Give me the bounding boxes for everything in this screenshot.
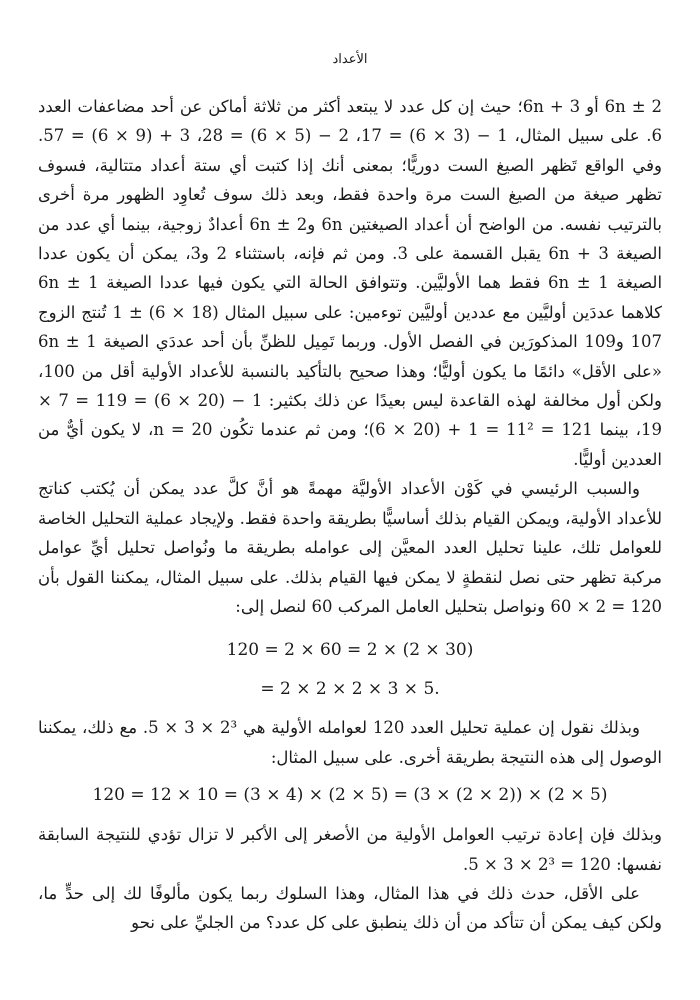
paragraph-5: على الأقل، حدث ذلك في هذا المثال، وهذا السلوك ربما يكون مألوفًا لك إلى حدٍّ ما، ولكن كيف يمكن أن تتأكد من أن ذلك ينطبق على كل عدد؟ من الجليِّ على نحو bbox=[38, 883, 662, 933]
paragraph-3: وبذلك نقول إن عملية تحليل العدد 120 لعوامله الأولية هي 2³ × 3 × 5. مع ذلك، يمكننا الوصول إلى هذه النتيجة بطريقة أخرى. على سبيل المثال: bbox=[38, 718, 662, 767]
running-header: الأعداد bbox=[332, 52, 368, 67]
paragraph-4: وبذلك فإن إعادة ترتيب العوامل الأولية من الأصغر إلى الأكبر لا تزال تؤدي للنتيجة السابقة نفسها: 120 = 2³ × 3 × 5. bbox=[38, 825, 662, 874]
equation-factor-step-2: = 2 × 2 × 2 × 3 × 5. bbox=[260, 679, 440, 700]
paragraph-2: والسبب الرئيسي في كَوْن الأعداد الأوليَّة مهمةً هو أنَّ كلَّ عدد يمكن أن يُكتب كناتج للأعداد الأولية، ويمكن القيام بذلك أساسيًّا بطريقة واحدة فقط. ولإيجاد عملية التحليل الخاصة للعوامل تلك، علينا تحليل العدد المعيَّن إلى عوامله بطريقة ما ونُواصل تحليل أيِّ عوامل مركبة تظهر حتى نصل لنقطةٍ لا يمكن فيها القيام بذلك. على سبيل المثال، يمكننا القول بأن 120 = 2 × 60 ونواصل بتحليل العامل المركب 60 لنصل إلى: bbox=[38, 479, 662, 616]
page-body bbox=[38, 92, 662, 938]
paragraph-1: 6n ± 2 أو 6n + 3؛ حيث إن كل عدد لا يبتعد أكثر من ثلاثة أماكن عن أحد مضاعفات العدد 6. على سبيل المثال، 1 − (3 × 6) = 17، 2 − (5 × 6) = 28، 3 + (9 × 6) = 57. وفي الواقع تَظهر الصيغ الست دوريًّا؛ بمعنى أنك إذا كتبت أي ستة أعداد متتالية، فسوف تظهر صيغة من الصيغ الست مرة واحدة فقط، وبعد ذلك سوف تُعاوِد الظهور مرة أخرى بالترتيب نفسه. من الواضح أن أعداد الصيغتين 6n و6n ± 2 أعدادٌ زوجية، بينما أي عدد من الصيغة 6n + 3 يقبل القسمة على 3. ومن ثم فإنه، باستثناء 2 و3، يمكن أن يكون عددا الصيغة 6n ± 1 فقط هما الأوليَّين. وتتوافق الحالة التي يكون فيها عددا الصيغة 6n ± 1 كلاهما عددَين أوليَّين مع عددين أوليَّين توءمين: على سبيل المثال (18 × 6) ± 1 تُنتج الزوج 107 و109 المذكورَين في الفصل الأول. وربما تَمِيل للظنِّ بأن أحد عددَي الصيغة 6n ± 1 «على الأقل» دائمًا ما يكون أوليًّا؛ وهذا صحيح بالتأكيد بالنسبة للأعداد الأولية أقل من 100، ولكن أول مخالفة لهذه القاعدة ليس بعيدًا عن ذلك بكثير: 1 − (20 × 6) = 119 = 7 × 19، بينما 121 = 11² = 1 + (20 × 6)؛ ومن ثم عندما تكُون n = 20، لا يكون أيٌّ من العددين أوليًّا. bbox=[38, 97, 663, 469]
equation-alternate-factorization: 120 = 12 × 10 = (3 × 4) × (2 × 5) = (3 × (2 × 2)) × (2 × 5) bbox=[92, 785, 608, 806]
equation-factor-step-1: 120 = 2 × 60 = 2 × (2 × 30) bbox=[226, 640, 474, 661]
